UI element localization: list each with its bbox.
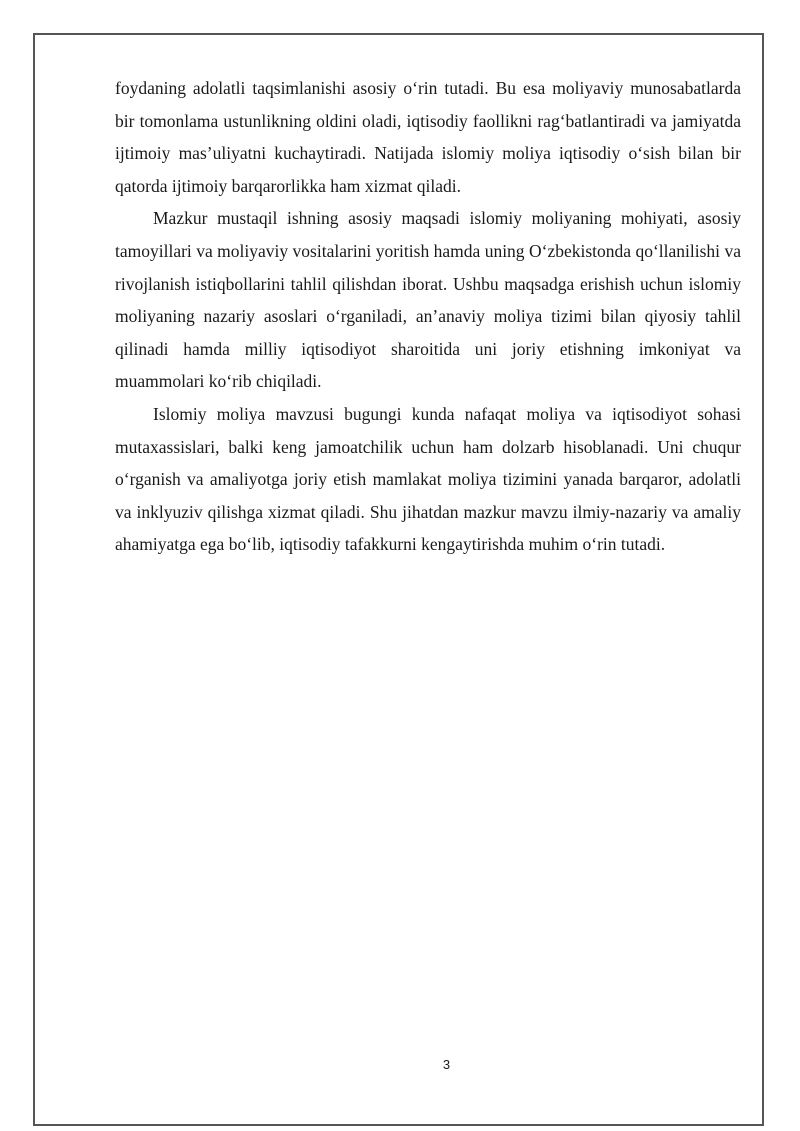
page-number: 3	[442, 1057, 451, 1072]
document-body	[115, 72, 741, 561]
paragraph-purpose: Mazkur mustaqil ishning asosiy maqsadi islomiy moliyaning mohiyati, asosiy tamoyillari va moliyaviy vositalarini yoritish hamda uning O‘zbekistonda qo‘llanilishi va rivojlanish istiqbollarini tahlil qilishdan iborat. Ushbu maqsadga erishish uchun islomiy moliyaning nazariy asoslari o‘rganiladi, an’anaviy moliya tizimi bilan qiyosiy tahlil qilinadi hamda milliy iqtisodiyot sharoitida uni joriy etishning imkoniyat va muammolari ko‘rib chiqiladi.	[115, 208, 741, 392]
paragraph-continuation: foydaning adolatli taqsimlanishi asosiy o‘rin tutadi. Bu esa moliyaviy munosabatlarda bir tomonlama ustunlikning oldini oladi, iqtisodiy faollikni rag‘batlantiradi va jamiyatda ijtimoiy mas’uliyatni kuchaytiradi. Natijada islomiy moliya iqtisodiy o‘sish bilan bir qatorda ijtimoiy barqarorlikka ham xizmat qiladi.	[115, 78, 741, 196]
paragraph-relevance: Islomiy moliya mavzusi bugungi kunda nafaqat moliya va iqtisodiyot sohasi mutaxassislari, balki keng jamoatchilik uchun ham dolzarb hisoblanadi. Uni chuqur o‘rganish va amaliyotga joriy etish mamlakat moliya tizimini yanada barqaror, adolatli va inklyuziv qilishga xizmat qiladi. Shu jihatdan mazkur mavzu ilmiy-nazariy va amaliy ahamiyatga ega bo‘lib, iqtisodiy tafakkurni kengaytirishda muhim o‘rin tutadi.	[115, 403, 741, 555]
